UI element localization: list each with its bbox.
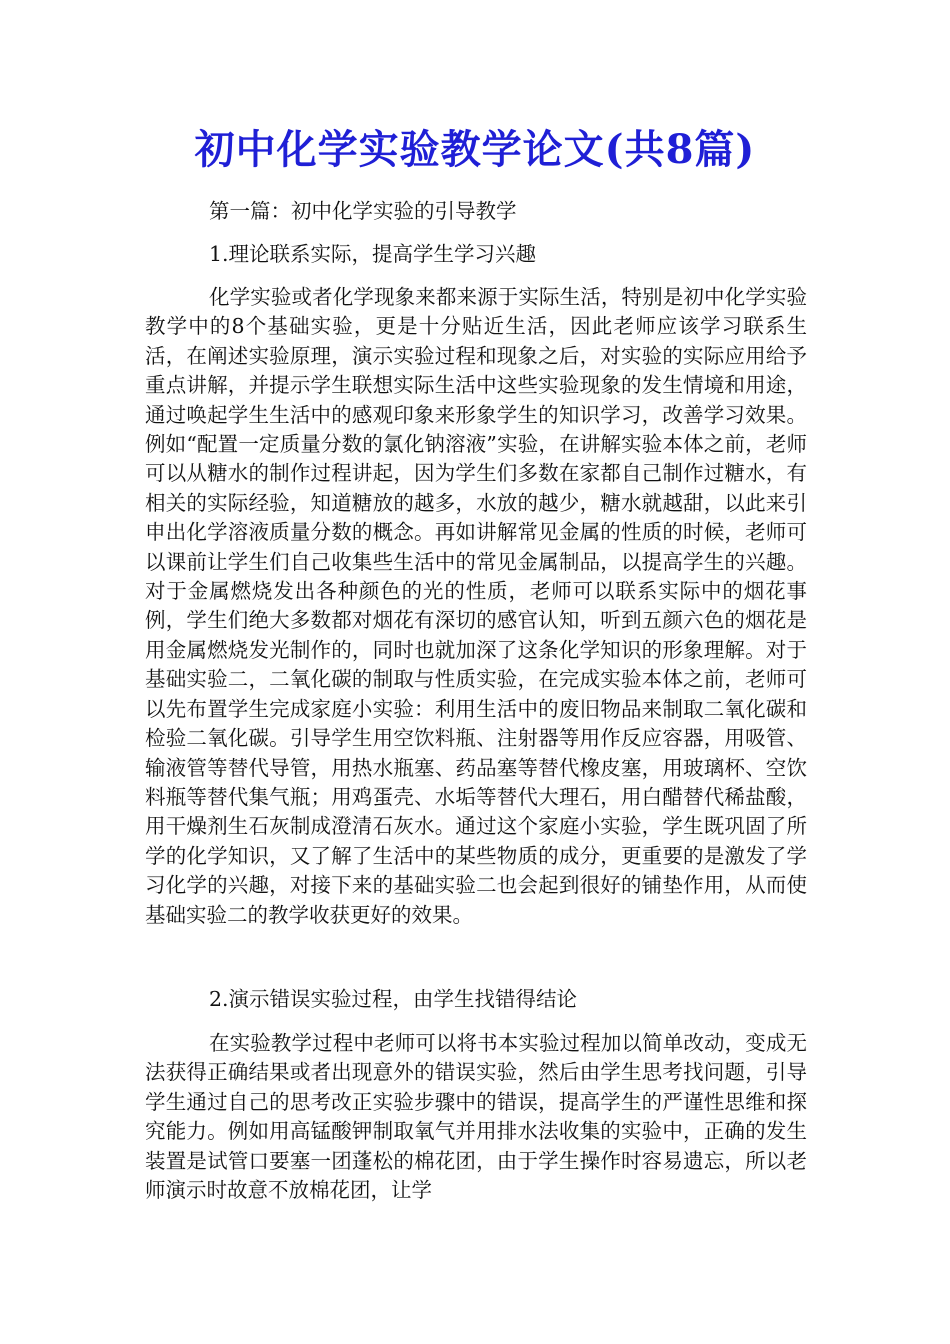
section-heading: 第一篇：初中化学实验的引导教学 <box>209 199 517 223</box>
paragraph-2: 在实验教学过程中老师可以将书本实验过程加以简单改动，变成无法获得正确结果或者出现意外的错误实验，然后由学生思考找问题，引导学生通过自己的思考改正实验步骤中的错误，提高学生的严谨性思维和探究能力。例如用高锰酸钾制取氧气并用排水法收集的实验中，正确的发生装置是试管口要塞一团蓬松的棉花团，由于学生操作时容易遗忘，所以老师演示时故意不放棉花团，让学 <box>145 1031 807 1203</box>
subheading-1: 1.理论联系实际，提高学生学习兴趣 <box>209 242 537 266</box>
subheading-2: 2.演示错误实验过程，由学生找错得结论 <box>209 987 578 1011</box>
document-title: 初中化学实验教学论文(共8篇) <box>194 126 756 173</box>
paragraph-1: 化学实验或者化学现象来都来源于实际生活，特别是初中化学实验教学中的8个基础实验，更是十分贴近生活，因此老师应该学习联系生活，在阐述实验原理，演示实验过程和现象之后，对实验的实际应用给予重点讲解，并提示学生联想实际生活中这些实验现象的发生情境和用途，通过唤起学生生活中的感观印象来形象学生的知识学习，改善学习效果。例如“配置一定质量分数的氯化钠溶液”实验，在讲解实验本体之前，老师可以从糖水的制作过程讲起，因为学生们多数在家都自己制作过糖水，有相关的实际经验，知道糖放的越多，水放的越少，糖水就越甜，以此来引申出化学溶液质量分数的概念。再如讲解常见金属的性质的时候，老师可以课前让学生们自己收集些生活中的常见金属制品，以提高学生的兴趣。对于金属燃烧发出各种颜色的光的性质，老师可以联系实际中的烟花事例，学生们绝大多数都对烟花有深切的感官认知，听到五颜六色的烟花是用金属燃烧发光制作的，同时也就加深了这条化学知识的形象理解。对于基础实验二，二氧化碳的制取与性质实验，在完成实验本体之前，老师可以先布置学生完成家庭小实验：利用生活中的废旧物品来制取二氧化碳和检验二氧化碳。引导学生用空饮料瓶、注射器等用作反应容器，用吸管、输液管等替代导管，用热水瓶塞、药品塞等替代橡皮塞，用玻璃杯、空饮料瓶等替代集气瓶；用鸡蛋壳、水垢等替代大理石，用白醋替代稀盐酸，用干燥剂生石灰制成澄清石灰水。通过这个家庭小实验，学生既巩固了所学的化学知识，又了解了生活中的某些物质的成分，更重要的是激发了学习化学的兴趣，对接下来的基础实验二也会起到很好的铺垫作用，从而使基础实验二的教学收获更好的效果。 <box>145 285 807 927</box>
